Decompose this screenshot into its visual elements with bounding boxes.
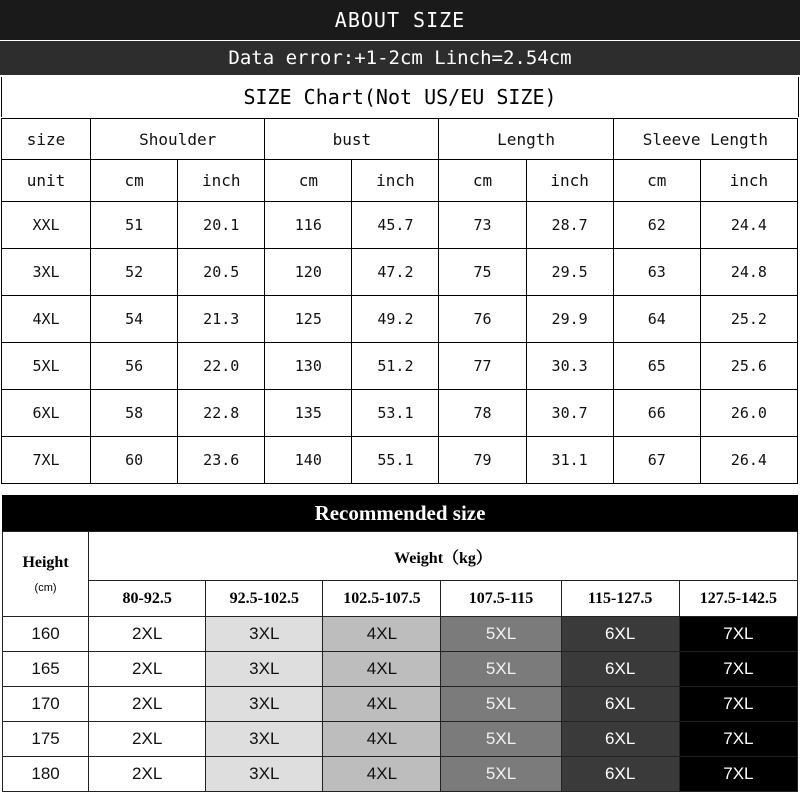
cell-shoulder-in: 22.0 [178,343,265,390]
unit-inch: inch [526,160,613,202]
cell-shoulder-in: 23.6 [178,437,265,484]
cell-shoulder-in: 22.8 [178,390,265,437]
weight-range-row [3,581,798,617]
recommended-size-cell: 7XL [679,757,797,792]
size-row [2,343,798,390]
recommended-size-cell: 3XL [206,617,323,652]
cell-sleeve-cm: 62 [613,202,700,249]
cell-length-cm: 78 [439,390,526,437]
cell-shoulder-cm: 58 [91,390,178,437]
header-size: size [2,119,91,160]
recommended-size-cell: 4XL [323,617,441,652]
recommended-size-cell: 2XL [89,722,206,757]
cell-shoulder-cm: 54 [91,296,178,343]
cell-length-cm: 73 [439,202,526,249]
cell-sleeve-in: 24.8 [700,249,797,296]
recommended-size-cell: 2XL [89,687,206,722]
cell-bust-cm: 130 [265,343,352,390]
weight-range: 115-127.5 [561,581,679,617]
cell-size: XXL [2,202,91,249]
weight-range: 127.5-142.5 [679,581,797,617]
size-row [2,249,798,296]
cell-sleeve-in: 25.2 [700,296,797,343]
recommended-size-table [2,531,798,792]
recommended-size-cell: 5XL [441,687,561,722]
height-label: Height [22,554,69,571]
height-unit: (cm) [34,582,57,594]
recommended-size-cell: 6XL [561,652,679,687]
recommended-size-cell: 6XL [561,687,679,722]
recommended-size-cell: 6XL [561,722,679,757]
cell-shoulder-cm: 60 [91,437,178,484]
unit-cm: cm [91,160,178,202]
cell-bust-in: 51.2 [352,343,439,390]
cell-bust-in: 47.2 [352,249,439,296]
recommended-row [3,757,798,792]
weight-range: 107.5-115 [441,581,561,617]
header-bust: bust [265,119,439,160]
cell-size: 5XL [2,343,91,390]
size-table [1,118,798,484]
cell-length-cm: 79 [439,437,526,484]
cell-shoulder-in: 21.3 [178,296,265,343]
cell-bust-cm: 125 [265,296,352,343]
header-shoulder: Shoulder [91,119,265,160]
weight-range: 92.5-102.5 [206,581,323,617]
cell-size: 6XL [2,390,91,437]
cell-shoulder-cm: 52 [91,249,178,296]
cell-size: 4XL [2,296,91,343]
cell-length-in: 30.3 [526,343,613,390]
recommended-size-cell: 4XL [323,757,441,792]
recommended-row [3,617,798,652]
recommended-row [3,722,798,757]
cell-length-in: 31.1 [526,437,613,484]
weight-header: Weight（kg） [89,532,798,581]
recommended-size-cell: 2XL [89,652,206,687]
measurement-note: Data error:+1-2cm Linch=2.54cm [0,41,800,75]
cell-length-cm: 76 [439,296,526,343]
cell-shoulder-in: 20.5 [178,249,265,296]
unit-inch: inch [178,160,265,202]
recommended-size-cell: 3XL [206,757,323,792]
unit-inch: inch [700,160,797,202]
recommended-size-cell: 2XL [89,617,206,652]
header-sleeve-length: Sleeve Length [613,119,797,160]
recommended-size-cell: 5XL [441,652,561,687]
recommended-row [3,687,798,722]
height-value: 160 [3,617,89,652]
recommended-size-cell: 7XL [679,687,797,722]
height-value: 165 [3,652,89,687]
cell-shoulder-in: 20.1 [178,202,265,249]
recommended-size-cell: 5XL [441,617,561,652]
cell-bust-cm: 135 [265,390,352,437]
cell-sleeve-cm: 67 [613,437,700,484]
cell-length-in: 28.7 [526,202,613,249]
cell-sleeve-in: 26.0 [700,390,797,437]
height-value: 175 [3,722,89,757]
recommended-size-cell: 7XL [679,617,797,652]
recommended-size-cell: 4XL [323,652,441,687]
size-row [2,390,798,437]
recommended-size-cell: 3XL [206,687,323,722]
size-row [2,296,798,343]
size-row [2,202,798,249]
recommended-size-cell: 5XL [441,722,561,757]
size-table-header-row [2,119,798,160]
weight-range: 102.5-107.5 [323,581,441,617]
cell-sleeve-in: 24.4 [700,202,797,249]
recommended-size-cell: 4XL [323,687,441,722]
recommended-size-title: Recommended size [2,495,798,531]
recommended-size-cell: 7XL [679,652,797,687]
cell-bust-in: 45.7 [352,202,439,249]
about-size-title: ABOUT SIZE [0,0,800,40]
size-chart-title: SIZE Chart(Not US/EU SIZE) [1,77,799,117]
unit-cm: cm [613,160,700,202]
cell-bust-cm: 116 [265,202,352,249]
unit-cm: cm [265,160,352,202]
header-length: Length [439,119,613,160]
cell-shoulder-cm: 56 [91,343,178,390]
cell-sleeve-in: 25.6 [700,343,797,390]
cell-bust-in: 55.1 [352,437,439,484]
unit-label: unit [2,160,91,202]
recommended-size-cell: 2XL [89,757,206,792]
cell-bust-cm: 140 [265,437,352,484]
recommended-header-row [3,532,798,581]
cell-length-in: 30.7 [526,390,613,437]
cell-sleeve-cm: 64 [613,296,700,343]
cell-shoulder-cm: 51 [91,202,178,249]
unit-inch: inch [352,160,439,202]
cell-sleeve-cm: 66 [613,390,700,437]
cell-bust-in: 49.2 [352,296,439,343]
size-row [2,437,798,484]
cell-length-in: 29.5 [526,249,613,296]
recommended-size-cell: 3XL [206,652,323,687]
recommended-row [3,652,798,687]
cell-sleeve-cm: 65 [613,343,700,390]
recommended-size-cell: 6XL [561,617,679,652]
cell-size: 3XL [2,249,91,296]
cell-sleeve-in: 26.4 [700,437,797,484]
height-header [3,532,89,617]
cell-sleeve-cm: 63 [613,249,700,296]
size-table-unit-row [2,160,798,202]
cell-bust-in: 53.1 [352,390,439,437]
cell-length-cm: 75 [439,249,526,296]
cell-length-in: 29.9 [526,296,613,343]
weight-range: 80-92.5 [89,581,206,617]
cell-bust-cm: 120 [265,249,352,296]
height-value: 170 [3,687,89,722]
recommended-size-cell: 4XL [323,722,441,757]
recommended-size-cell: 7XL [679,722,797,757]
recommended-size-cell: 3XL [206,722,323,757]
recommended-size-cell: 5XL [441,757,561,792]
height-value: 180 [3,757,89,792]
unit-cm: cm [439,160,526,202]
cell-length-cm: 77 [439,343,526,390]
recommended-size-cell: 6XL [561,757,679,792]
cell-size: 7XL [2,437,91,484]
